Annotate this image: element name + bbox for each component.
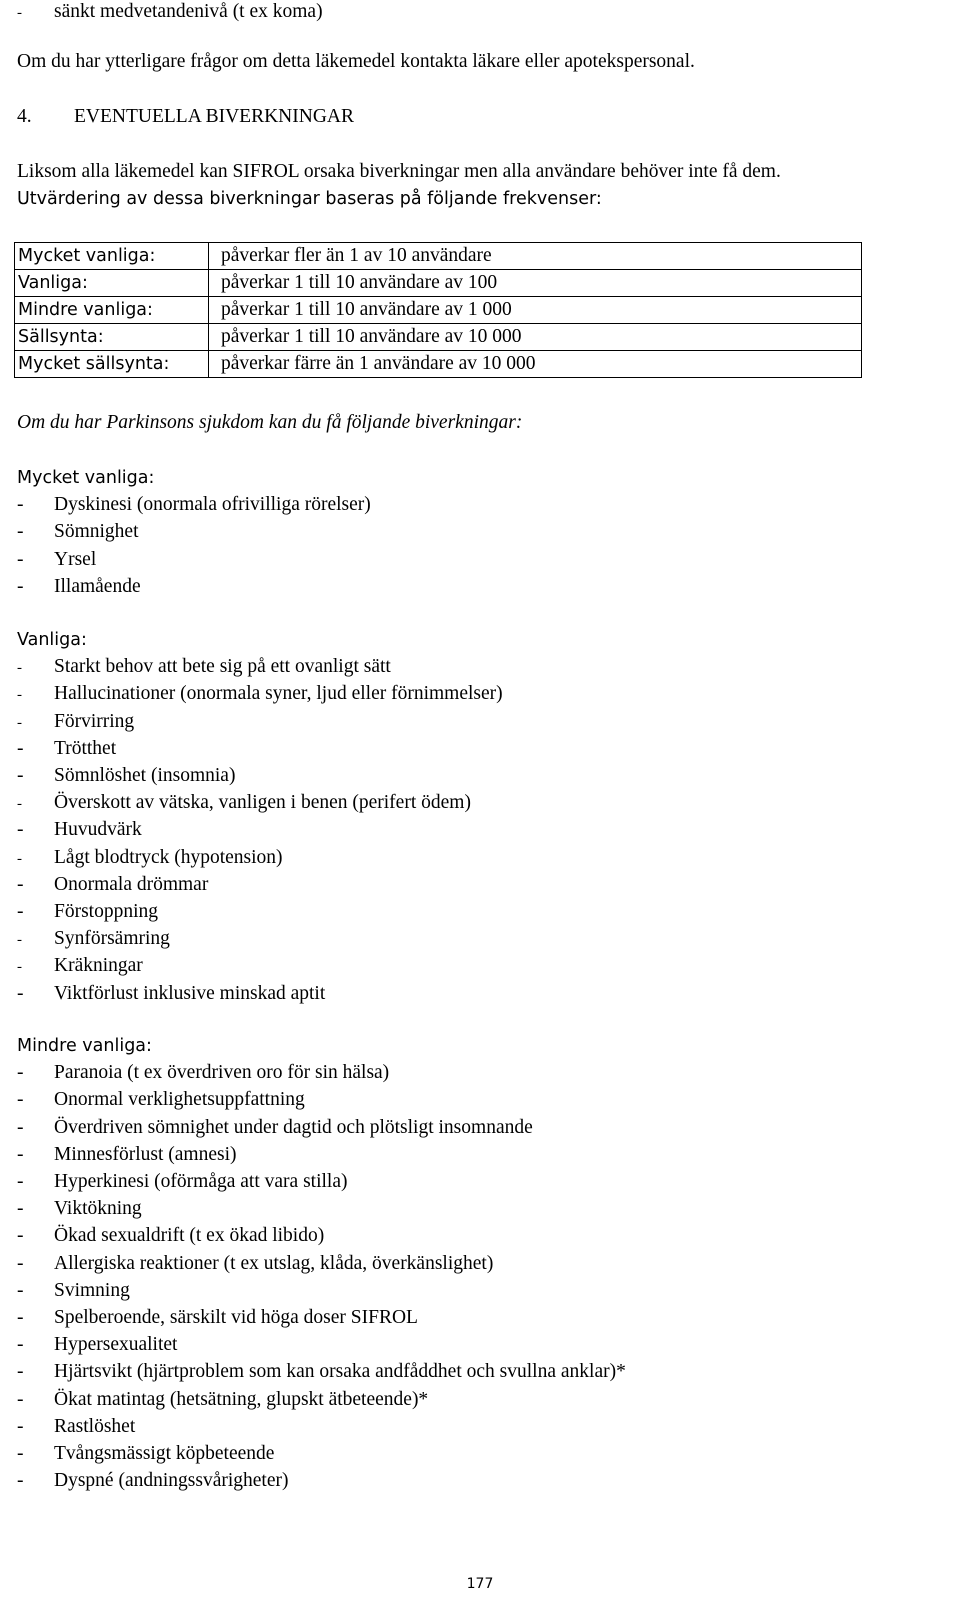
frequency-row	[15, 297, 862, 324]
list-item	[17, 1415, 135, 1439]
list-item-text: Huvudvärk	[54, 819, 142, 841]
bullet-dash: -	[17, 1198, 24, 1220]
frequency-description: påverkar 1 till 10 användare av 1 000	[209, 297, 862, 324]
list-item	[17, 575, 141, 599]
parkinson-intro: Om du har Parkinsons sjukdom kan du få följande biverkningar:	[17, 412, 523, 433]
list-item	[17, 1388, 428, 1412]
bullet-dash: -	[17, 494, 24, 516]
list-item-text: Svimning	[54, 1279, 130, 1301]
list-item-text: Yrsel	[54, 548, 97, 570]
list-item-text: Förstoppning	[54, 901, 159, 922]
bullet-dash: -	[17, 1470, 24, 1492]
list-item	[17, 873, 208, 897]
list-item	[17, 818, 142, 842]
list-item	[17, 927, 170, 952]
bullet-dash: -	[17, 1388, 24, 1410]
list-item-text: Hyperkinesi (oförmåga att vara stilla)	[54, 1171, 348, 1192]
bullet-dash: -	[17, 959, 22, 976]
bullet-dash: -	[17, 796, 22, 813]
list-item-text: Starkt behov att bete sig på ett ovanligt sätt	[54, 656, 391, 678]
bullet-dash: -	[17, 1307, 24, 1328]
frequency-description: påverkar 1 till 10 användare av 100	[209, 270, 862, 297]
page-number: 177	[466, 1576, 494, 1592]
section-number: 4.	[17, 106, 32, 127]
list-item-text: Minnesförlust (amnesi)	[54, 1143, 237, 1165]
list-item-text: Rastlöshet	[54, 1415, 136, 1437]
bullet-dash: -	[17, 737, 24, 759]
section-title: EVENTUELLA BIVERKNINGAR	[74, 106, 355, 127]
bullet-dash: -	[17, 1252, 24, 1274]
list-item	[17, 846, 283, 871]
list-item-text: Hjärtsvikt (hjärtproblem som kan orsaka andfåddhet och svullna anklar)*	[54, 1361, 626, 1383]
paragraph-side-effects: Liksom alla läkemedel kan SIFROL orsaka biverkningar men alla användare behöver inte få dem.	[17, 161, 781, 182]
bullet-dash: -	[17, 1361, 24, 1383]
group-heading: Mindre vanliga:	[17, 1036, 152, 1056]
list-item	[17, 682, 503, 707]
list-item	[17, 764, 235, 788]
list-item	[17, 1469, 288, 1493]
bullet-dash: -	[17, 1415, 24, 1437]
list-item-text: Onormala drömmar	[54, 873, 209, 895]
list-item	[17, 1197, 142, 1221]
frequency-label: Mycket vanliga:	[15, 243, 209, 270]
list-item-text: Viktförlust inklusive minskad aptit	[54, 982, 326, 1004]
group-heading: Mycket vanliga:	[17, 468, 155, 488]
bullet-dash: -	[17, 765, 24, 786]
group-heading: Vanliga:	[17, 630, 87, 650]
bullet-dash: -	[17, 1225, 24, 1247]
list-item-text: Förvirring	[54, 710, 135, 732]
list-item	[17, 1088, 305, 1112]
list-item-text: Ökat matintag (hetsätning, glupskt ätbeteende)*	[54, 1388, 429, 1410]
list-item-text: Synförsämring	[54, 928, 170, 950]
bullet-dash: -	[17, 5, 22, 21]
list-item-text: Viktökning	[54, 1198, 142, 1220]
frequency-row	[15, 351, 862, 378]
frequency-row	[15, 270, 862, 297]
frequency-label: Sällsynta:	[15, 324, 209, 351]
frequency-label: Vanliga:	[15, 270, 209, 297]
list-item	[17, 1252, 493, 1276]
bullet-dash: -	[17, 982, 24, 1004]
bullet-dash: -	[17, 1143, 24, 1165]
bullet-dash: -	[17, 687, 22, 704]
list-item	[17, 1061, 389, 1085]
bullet-text: sänkt medvetandenivå (t ex koma)	[54, 1, 323, 22]
list-item-text: Trötthet	[54, 737, 117, 759]
list-item	[17, 655, 391, 680]
list-item	[17, 1333, 177, 1357]
list-item	[17, 1360, 626, 1384]
list-item	[17, 982, 325, 1006]
list-item-text: Illamående	[54, 575, 141, 597]
list-item-text: Dyskinesi (onormala ofrivilliga rörelser)	[54, 494, 371, 516]
list-item-text: Tvångsmässigt köpbeteende	[54, 1443, 275, 1464]
list-item	[17, 1442, 274, 1466]
intro-bullet	[17, 0, 323, 25]
list-item-text: Sömnighet	[54, 521, 139, 543]
frequency-description: påverkar 1 till 10 användare av 10 000	[209, 324, 862, 351]
bullet-dash: -	[17, 850, 22, 867]
frequency-description: påverkar färre än 1 användare av 10 000	[209, 351, 862, 378]
bullet-dash: -	[17, 521, 24, 543]
list-item	[17, 520, 139, 544]
paragraph-frequencies: Utvärdering av dessa biverkningar baseras på följande frekvenser:	[17, 189, 602, 209]
list-item-text: Hypersexualitet	[54, 1334, 178, 1356]
list-item	[17, 737, 116, 761]
frequency-description: påverkar fler än 1 av 10 användare	[209, 243, 862, 270]
list-item-text: Paranoia (t ex överdriven oro för sin hälsa)	[54, 1062, 390, 1084]
bullet-dash: -	[17, 873, 24, 895]
bullet-dash: -	[17, 714, 22, 731]
list-item	[17, 1224, 324, 1248]
frequency-table	[14, 242, 862, 378]
bullet-dash: -	[17, 660, 22, 677]
list-item-text: Överdriven sömnighet under dagtid och plötsligt insomnande	[54, 1116, 533, 1138]
list-item-text: Ökad sexualdrift (t ex ökad libido)	[54, 1225, 325, 1247]
section-heading	[17, 105, 354, 129]
frequency-row	[15, 243, 862, 270]
bullet-dash: -	[17, 575, 24, 597]
bullet-dash: -	[17, 1089, 24, 1111]
list-item	[17, 493, 371, 517]
contact-text: Om du har ytterligare frågor om detta läkemedel kontakta läkare eller apotekspersonal.	[17, 51, 695, 72]
list-item	[17, 710, 134, 735]
bullet-dash: -	[17, 1279, 24, 1301]
bullet-dash: -	[17, 1171, 24, 1192]
bullet-dash: -	[17, 1062, 24, 1084]
bullet-dash: -	[17, 901, 24, 922]
bullet-dash: -	[17, 1443, 24, 1464]
list-item	[17, 1116, 533, 1140]
list-item	[17, 1279, 130, 1303]
list-item	[17, 548, 96, 572]
list-item-text: Sömnlöshet (insomnia)	[54, 765, 236, 786]
frequency-row	[15, 324, 862, 351]
list-item-text: Dyspné (andningssvårigheter)	[54, 1470, 289, 1492]
list-item	[17, 900, 158, 924]
bullet-dash: -	[17, 819, 24, 841]
frequency-label: Mycket sällsynta:	[15, 351, 209, 378]
bullet-dash: -	[17, 548, 24, 570]
list-item-text: Onormal verklighetsuppfattning	[54, 1089, 305, 1111]
list-item-text: Spelberoende, särskilt vid höga doser SIFROL	[54, 1307, 418, 1328]
list-item	[17, 954, 143, 979]
list-item	[17, 1170, 347, 1194]
list-item-text: Lågt blodtryck (hypotension)	[54, 846, 283, 868]
list-item-text: Allergiska reaktioner (t ex utslag, klåda, överkänslighet)	[54, 1252, 494, 1274]
list-item	[17, 791, 471, 816]
list-item-text: Kräkningar	[54, 955, 143, 977]
list-item-text: Överskott av vätska, vanligen i benen (perifert ödem)	[54, 792, 471, 814]
list-item	[17, 1143, 237, 1167]
bullet-dash: -	[17, 1116, 24, 1138]
list-item	[17, 1306, 418, 1330]
list-item-text: Hallucinationer (onormala syner, ljud eller förnimmelser)	[54, 683, 503, 705]
bullet-dash: -	[17, 932, 22, 949]
frequency-label: Mindre vanliga:	[15, 297, 209, 324]
bullet-dash: -	[17, 1334, 24, 1356]
